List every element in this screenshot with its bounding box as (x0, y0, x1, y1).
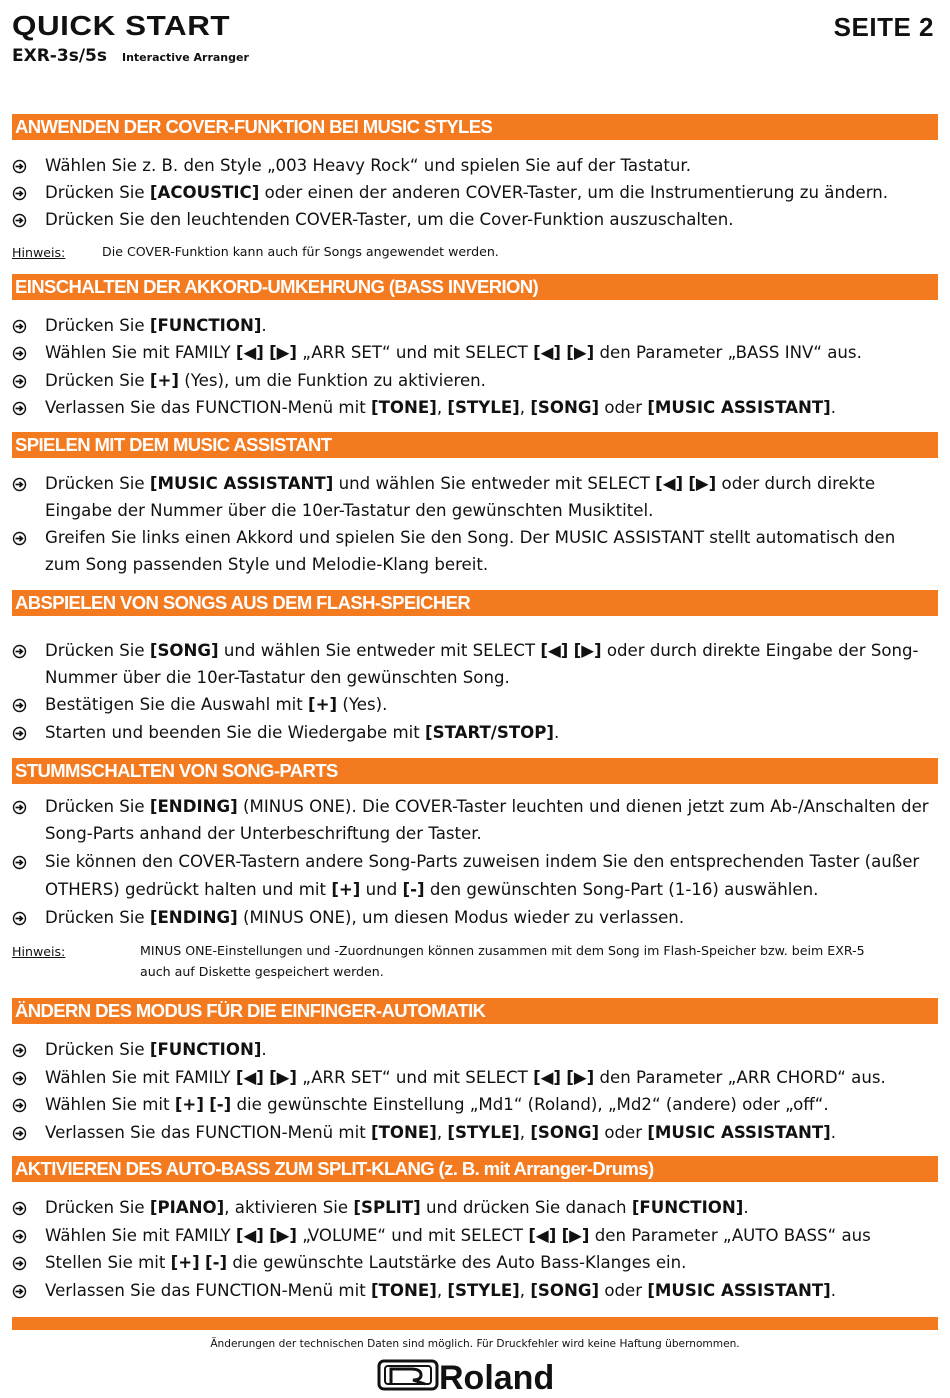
list-item-text: Drücken Sie [ACOUSTIC] oder einen der anderen COVER-Taster, um die Instrumentierung zu ändern. (45, 183, 889, 202)
list-item-text: Greifen Sie links einen Akkord und spielen Sie den Song. Der MUSIC ASSISTANT stellt automatisch den (45, 528, 896, 547)
model-subtitle: Interactive Arranger (122, 51, 249, 64)
circled-right-arrow-icon (12, 319, 27, 334)
section-heading: EINSCHALTEN DER AKKORD-UMKEHRUNG (BASS INVERION) (12, 274, 938, 300)
circled-right-arrow-icon (12, 401, 27, 416)
note-text: MINUS ONE-Einstellungen und -Zuordnungen können zusammen mit dem Song im Flash-Speicher bzw. beim EXR-5 (140, 943, 865, 958)
circled-right-arrow-icon (12, 1229, 27, 1244)
circled-right-arrow-icon (12, 159, 27, 174)
circled-right-arrow-icon (12, 1098, 27, 1113)
circled-right-arrow-icon (12, 800, 27, 815)
list-item-text: Verlassen Sie das FUNCTION-Menü mit [TONE], [STYLE], [SONG] oder [MUSIC ASSISTANT]. (45, 398, 837, 417)
list-item-continuation: Song-Parts anhand der Unterbeschriftung der Taster. (45, 824, 482, 843)
circled-right-arrow-icon (12, 186, 27, 201)
note-text: auch auf Diskette gespeichert werden. (140, 964, 384, 979)
circled-right-arrow-icon (12, 213, 27, 228)
circled-right-arrow-icon (12, 1201, 27, 1216)
footer-divider-bar (12, 1317, 938, 1330)
list-item-continuation: zum Song passenden Style und Melodie-Klang bereit. (45, 555, 489, 574)
page-number: SEITE 2 (833, 12, 934, 42)
list-item-text: Drücken Sie [MUSIC ASSISTANT] und wählen Sie entweder mit SELECT [◀] [▶] oder durch direkte (45, 474, 876, 493)
circled-right-arrow-icon (12, 477, 27, 492)
note-label: Hinweis: (12, 245, 66, 260)
list-item-text: Drücken Sie [ENDING] (MINUS ONE), um diesen Modus wieder zu verlassen. (45, 908, 685, 927)
logo-wordmark: Roland (439, 1359, 555, 1392)
list-item-text: Drücken Sie den leuchtenden COVER-Taster, um die Cover-Funktion auszuschalten. (45, 210, 734, 229)
list-item-text: Verlassen Sie das FUNCTION-Menü mit [TONE], [STYLE], [SONG] oder [MUSIC ASSISTANT]. (45, 1123, 837, 1142)
list-item-text: Drücken Sie [PIANO], aktivieren Sie [SPLIT] und drücken Sie danach [FUNCTION]. (45, 1198, 749, 1217)
circled-right-arrow-icon (12, 698, 27, 713)
section-heading: SPIELEN MIT DEM MUSIC ASSISTANT (12, 432, 938, 458)
list-item-continuation: Nummer über die 10er-Tastatur den gewünschten Song. (45, 668, 510, 687)
circled-right-arrow-icon (12, 911, 27, 926)
list-item-continuation: Eingabe der Nummer über die 10er-Tastatur den gewünschten Musiktitel. (45, 501, 654, 520)
list-item-text: Bestätigen Sie die Auswahl mit [+] (Yes). (45, 695, 388, 714)
circled-right-arrow-icon (12, 726, 27, 741)
list-item-text: Drücken Sie [SONG] und wählen Sie entweder mit SELECT [◀] [▶] oder durch direkte Eingabe der Song- (45, 641, 919, 660)
list-item-text: Stellen Sie mit [+] [-] die gewünschte Lautstärke des Auto Bass-Klanges ein. (45, 1253, 687, 1272)
list-item-text: Wählen Sie mit FAMILY [◀] [▶] „VOLUME“ und mit SELECT [◀] [▶] den Parameter „AUTO BASS“ aus (45, 1226, 871, 1245)
section-heading: AKTIVIEREN DES AUTO-BASS ZUM SPLIT-KLANG (z. B. mit Arranger-Drums) (12, 1156, 938, 1182)
note-text: Die COVER-Funktion kann auch für Songs angewendet werden. (102, 244, 499, 259)
circled-right-arrow-icon (12, 644, 27, 659)
list-item-text: Verlassen Sie das FUNCTION-Menü mit [TONE], [STYLE], [SONG] oder [MUSIC ASSISTANT]. (45, 1281, 837, 1300)
note-label: Hinweis: (12, 944, 66, 959)
section-heading: ANWENDEN DER COVER-FUNKTION BEI MUSIC STYLES (12, 114, 938, 140)
footer-disclaimer: Änderungen der technischen Daten sind möglich. Für Druckfehler wird keine Haftung übernommen. (210, 1338, 740, 1350)
model-name: EXR-3s/5s (12, 46, 107, 66)
list-item-text: Wählen Sie mit FAMILY [◀] [▶] „ARR SET“ und mit SELECT [◀] [▶] den Parameter „ARR CHORD“ aus. (45, 1068, 886, 1087)
circled-right-arrow-icon (12, 531, 27, 546)
circled-right-arrow-icon (12, 1126, 27, 1141)
list-item-text: Sie können den COVER-Tastern andere Song-Parts zuweisen indem Sie den entsprechenden Taster (außer (45, 852, 920, 871)
circled-right-arrow-icon (12, 1071, 27, 1086)
list-item-text: Wählen Sie mit [+] [-] die gewünschte Einstellung „Md1“ (Roland), „Md2“ (andere) oder „off“. (45, 1095, 829, 1114)
list-item-text: Wählen Sie z. B. den Style „003 Heavy Rock“ und spielen Sie auf der Tastatur. (45, 156, 691, 175)
section-heading: STUMMSCHALTEN VON SONG-PARTS (12, 758, 938, 784)
circled-right-arrow-icon (12, 855, 27, 870)
circled-right-arrow-icon (12, 1284, 27, 1299)
list-item-text: Starten und beenden Sie die Wiedergabe mit [START/STOP]. (45, 723, 560, 742)
circled-right-arrow-icon (12, 346, 27, 361)
document-title: QUICK START (12, 10, 231, 41)
list-item-text: Drücken Sie [FUNCTION]. (45, 1040, 267, 1059)
list-item-text: Drücken Sie [+] (Yes), um die Funktion zu aktivieren. (45, 371, 486, 390)
list-item-text: Wählen Sie mit FAMILY [◀] [▶] „ARR SET“ und mit SELECT [◀] [▶] den Parameter „BASS INV“ aus. (45, 343, 862, 362)
roland-logo (377, 1358, 577, 1392)
circled-right-arrow-icon (12, 1043, 27, 1058)
list-item-continuation: OTHERS) gedrückt halten und mit [+] und [-] den gewünschten Song-Part (1-16) auswählen. (45, 880, 819, 899)
list-item-text: Drücken Sie [ENDING] (MINUS ONE). Die COVER-Taster leuchten und dienen jetzt zum Ab-/Anschalten der (45, 797, 929, 816)
section-heading: ABSPIELEN VON SONGS AUS DEM FLASH-SPEICHER (12, 590, 938, 616)
circled-right-arrow-icon (12, 1256, 27, 1271)
section-heading: ÄNDERN DES MODUS FÜR DIE EINFINGER-AUTOMATIK (12, 998, 938, 1024)
list-item-text: Drücken Sie [FUNCTION]. (45, 316, 267, 335)
circled-right-arrow-icon (12, 374, 27, 389)
